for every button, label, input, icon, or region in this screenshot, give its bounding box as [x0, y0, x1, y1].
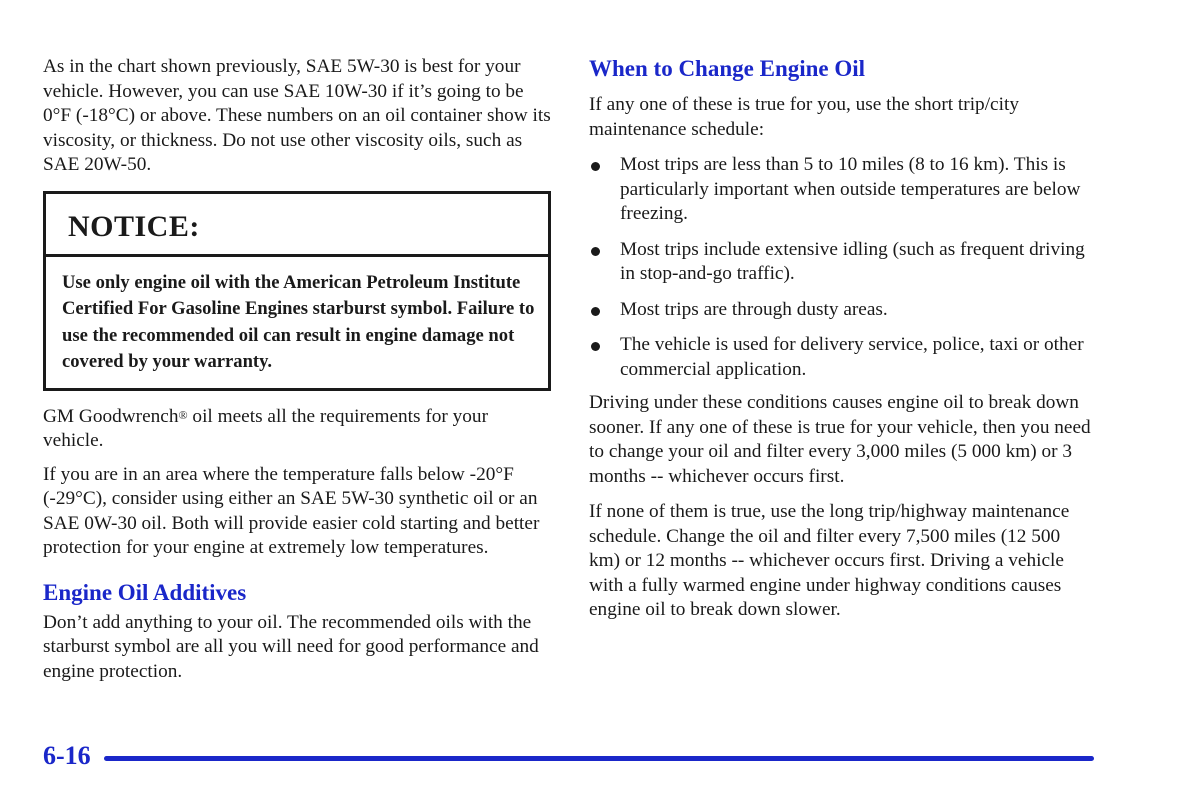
when-to-change-heading: When to Change Engine Oil — [589, 56, 866, 81]
cold-temperature-paragraph: If you are in an area where the temperature falls below -20°F (-29°C), consider using either an SAE 5W-30 synthetic oil or an SAE 0W-30 oil. Both will provide easier cold starting and better protection for your engine at extremely low temperatures. — [43, 463, 540, 558]
notice-box — [43, 191, 551, 391]
goodwrench-paragraph — [43, 405, 553, 454]
additives-paragraph: Don’t add anything to your oil. The recommended oils with the starburst symbol are all you will need for good performance and engine protection. — [43, 611, 539, 682]
bullet-icon — [591, 162, 600, 171]
registered-mark: ® — [178, 407, 188, 422]
goodwrench-brand: GM Goodwrench — [43, 405, 179, 427]
list-item-text: Most trips are through dusty areas. — [620, 298, 888, 320]
footer-rule — [104, 756, 1094, 761]
list-item-text: The vehicle is used for delivery service, police, taxi or other commercial application. — [620, 334, 1084, 380]
condition-list — [589, 153, 1094, 382]
list-item-text: Most trips are less than 5 to 10 miles (8 to 16 km). This is particularly important when outside temperatures are below freezing. — [620, 154, 1081, 224]
list-item — [589, 333, 1094, 382]
notice-body: Use only engine oil with the American Petroleum Institute Certified For Gasoline Engines starburst symbol. Failure to use the recommended oil can result in engine damage not covered by your warranty. — [62, 271, 535, 372]
notice-title: NOTICE: — [46, 194, 548, 257]
goodwrench-text: oil meets all the requirements for your vehicle. — [43, 405, 488, 451]
bullet-icon — [591, 342, 600, 351]
engine-oil-additives-heading: Engine Oil Additives — [43, 579, 247, 605]
viscosity-paragraph: As in the chart shown previously, SAE 5W-30 is best for your vehicle. However, you can use SAE 10W-30 if it’s going to be 0°F (-18°C) or above. These numbers on an oil container show its viscosity, or thickness. Do not use other viscosity oils, such as SAE 20W-50. — [43, 56, 551, 175]
list-item — [589, 238, 1094, 287]
right-column — [589, 55, 1094, 623]
bullet-icon — [591, 247, 600, 256]
bullet-icon — [591, 307, 600, 316]
page-number: 6-16 — [43, 741, 91, 770]
conditions-paragraph: Driving under these conditions causes engine oil to break down sooner. If any one of these is true for your vehicle, then you need to change your oil and filter every 3,000 miles (5 000 km) or 3 months -- whichever occurs first. — [589, 392, 1091, 487]
left-column — [43, 55, 553, 684]
list-item — [589, 153, 1094, 227]
list-item-text: Most trips include extensive idling (such as frequent driving in stop-and-go traffic). — [620, 238, 1085, 284]
schedule-intro-paragraph: If any one of these is true for you, use the short trip/city maintenance schedule: — [589, 94, 1019, 140]
list-item — [589, 298, 1094, 323]
long-trip-paragraph: If none of them is true, use the long trip/highway maintenance schedule. Change the oil and filter every 7,500 miles (12 500 km) or 12 months -- whichever occurs first. Driving a vehicle with a fully warmed engine under highway conditions causes engine oil to break down slower. — [589, 501, 1070, 620]
